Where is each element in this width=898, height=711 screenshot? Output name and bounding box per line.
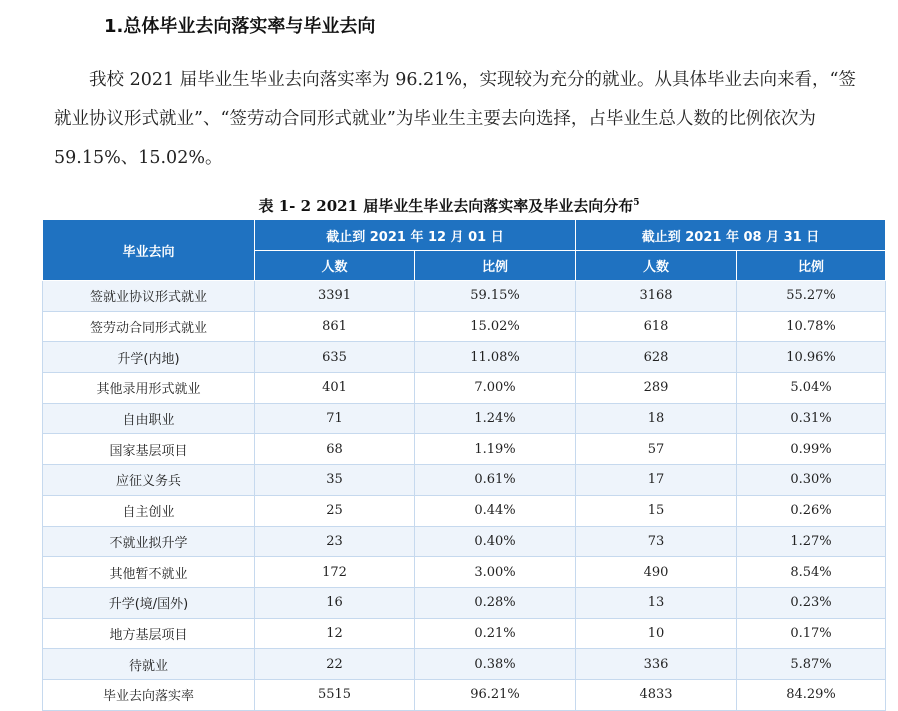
table-row	[43, 311, 886, 342]
ratio-aug: 8.54%	[737, 557, 886, 588]
table-row	[43, 403, 886, 434]
ratio-aug: 0.17%	[737, 618, 886, 649]
count-dec: 16	[255, 587, 415, 618]
table-row	[43, 557, 886, 588]
footnote-marker: 5	[633, 198, 640, 208]
table-row	[43, 679, 886, 710]
ratio-dec: 1.24%	[415, 403, 576, 434]
count-aug: 10	[576, 618, 737, 649]
count-dec: 35	[255, 465, 415, 496]
ratio-aug: 84.29%	[737, 679, 886, 710]
row-name: 不就业拟升学	[43, 526, 255, 557]
ratio-dec: 0.21%	[415, 618, 576, 649]
ratio-dec: 3.00%	[415, 557, 576, 588]
count-aug: 17	[576, 465, 737, 496]
ratio-aug: 10.96%	[737, 342, 886, 373]
count-dec: 172	[255, 557, 415, 588]
count-aug: 490	[576, 557, 737, 588]
paragraph-text: 我校 2021 届毕业生毕业去向落实率为 96.21%，实现较为充分的就业。从具体毕业去向来看，“签就业协议形式就业”、“签劳动合同形式就业”为毕业生主要去向选择，占毕业生总人数的比例依次为 59.15%、15.02%。	[54, 70, 856, 168]
count-dec: 68	[255, 434, 415, 465]
ratio-aug: 0.99%	[737, 434, 886, 465]
ratio-dec: 0.28%	[415, 587, 576, 618]
ratio-aug: 0.31%	[737, 403, 886, 434]
ratio-dec: 0.40%	[415, 526, 576, 557]
ratio-dec: 0.61%	[415, 465, 576, 496]
count-dec: 22	[255, 649, 415, 680]
ratio-dec: 15.02%	[415, 311, 576, 342]
col-header-period-dec: 截止到 2021 年 12 月 01 日	[255, 220, 576, 251]
row-name: 自主创业	[43, 495, 255, 526]
table-row	[43, 465, 886, 496]
ratio-dec: 7.00%	[415, 373, 576, 404]
summary-paragraph	[54, 61, 860, 178]
ratio-dec: 59.15%	[415, 281, 576, 312]
row-name: 自由职业	[43, 403, 255, 434]
count-dec: 5515	[255, 679, 415, 710]
ratio-aug: 1.27%	[737, 526, 886, 557]
row-name: 国家基层项目	[43, 434, 255, 465]
subheader-count: 人数	[576, 251, 737, 281]
count-dec: 71	[255, 403, 415, 434]
ratio-dec: 96.21%	[415, 679, 576, 710]
row-name: 签就业协议形式就业	[43, 281, 255, 312]
row-name: 待就业	[43, 649, 255, 680]
count-aug: 628	[576, 342, 737, 373]
subheader-ratio: 比例	[415, 251, 576, 281]
count-dec: 12	[255, 618, 415, 649]
row-name: 签劳动合同形式就业	[43, 311, 255, 342]
row-name: 地方基层项目	[43, 618, 255, 649]
count-aug: 289	[576, 373, 737, 404]
table-row	[43, 342, 886, 373]
count-aug: 73	[576, 526, 737, 557]
count-aug: 4833	[576, 679, 737, 710]
count-dec: 3391	[255, 281, 415, 312]
col-header-period-aug: 截止到 2021 年 08 月 31 日	[576, 220, 886, 251]
table-caption	[0, 192, 898, 217]
count-dec: 635	[255, 342, 415, 373]
count-dec: 861	[255, 311, 415, 342]
ratio-dec: 1.19%	[415, 434, 576, 465]
count-aug: 13	[576, 587, 737, 618]
count-aug: 57	[576, 434, 737, 465]
count-aug: 18	[576, 403, 737, 434]
table-body	[43, 281, 886, 711]
col-header-destination: 毕业去向	[43, 220, 255, 281]
count-aug: 336	[576, 649, 737, 680]
table-row	[43, 649, 886, 680]
table-row	[43, 373, 886, 404]
subheader-ratio: 比例	[737, 251, 886, 281]
count-aug: 15	[576, 495, 737, 526]
ratio-aug: 0.30%	[737, 465, 886, 496]
ratio-aug: 10.78%	[737, 311, 886, 342]
ratio-aug: 55.27%	[737, 281, 886, 312]
table-row	[43, 618, 886, 649]
count-aug: 3168	[576, 281, 737, 312]
count-dec: 23	[255, 526, 415, 557]
ratio-aug: 5.04%	[737, 373, 886, 404]
table-row	[43, 434, 886, 465]
ratio-dec: 0.38%	[415, 649, 576, 680]
row-name: 其他暂不就业	[43, 557, 255, 588]
count-dec: 401	[255, 373, 415, 404]
ratio-aug: 5.87%	[737, 649, 886, 680]
caption-label: 表 1- 2 2021 届毕业生毕业去向落实率及毕业去向分布	[258, 197, 634, 215]
count-dec: 25	[255, 495, 415, 526]
ratio-dec: 0.44%	[415, 495, 576, 526]
ratio-dec: 11.08%	[415, 342, 576, 373]
ratio-aug: 0.23%	[737, 587, 886, 618]
table-header-row	[43, 220, 886, 251]
table-row	[43, 526, 886, 557]
table-row	[43, 281, 886, 312]
table-row	[43, 495, 886, 526]
row-name: 其他录用形式就业	[43, 373, 255, 404]
row-name: 升学(境/国外)	[43, 587, 255, 618]
ratio-aug: 0.26%	[737, 495, 886, 526]
section-heading: 1.总体毕业去向落实率与毕业去向	[104, 16, 376, 37]
count-aug: 618	[576, 311, 737, 342]
row-name: 应征义务兵	[43, 465, 255, 496]
table-row	[43, 587, 886, 618]
destination-table	[42, 219, 886, 711]
row-name: 升学(内地)	[43, 342, 255, 373]
row-name: 毕业去向落实率	[43, 679, 255, 710]
subheader-count: 人数	[255, 251, 415, 281]
